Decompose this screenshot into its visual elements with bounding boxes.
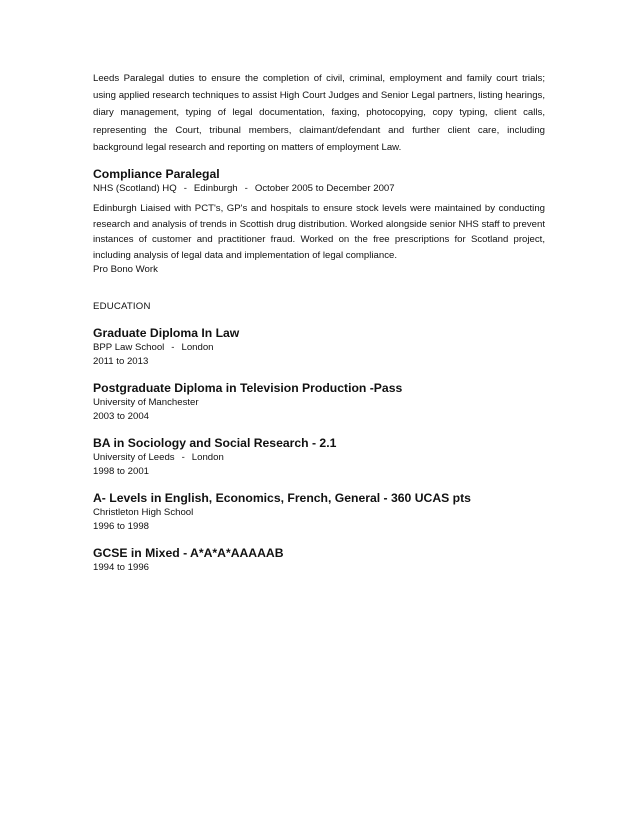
job-title: Compliance Paralegal <box>93 167 220 182</box>
education-dates: 1998 to 2001 <box>93 466 150 478</box>
resume-page <box>93 70 545 575</box>
education-institution: BPP Law School <box>93 342 165 354</box>
job-separator-1: - <box>183 183 187 195</box>
education-item <box>93 545 545 575</box>
education-separator: - <box>181 452 185 464</box>
education-dates: 2011 to 2013 <box>93 356 149 368</box>
intro-paragraph: Leeds Paralegal duties to ensure the completion of civil, criminal, employment and family court trials; using applied research techniques to assist High Court Judges and Senior Legal partners, listing hearings, diary management, typing of legal documentation, faxing, photocopying, copy typing, client calls, representing the Court, tribunal members, claimant/defendant and further client care, including background legal research and reporting on matters of employment Law. <box>93 73 545 153</box>
education-item <box>93 380 545 424</box>
education-title: Graduate Diploma In Law <box>93 326 240 341</box>
education-item <box>93 435 545 479</box>
education-location: London <box>191 452 224 464</box>
education-list <box>93 325 545 575</box>
job-description: Edinburgh Liaised with PCT's, GP's and hospitals to ensure stock levels were maintained by conducting research and analysis of trends in Scottish drug distribution. Worked alongside senior NHS staff to prevent instances of customer and practitioner fraud. Worked on the free prescriptions for Scotland project, including analysis of legal data and implementation of legal compliance. <box>93 203 545 261</box>
job-location: Edinburgh <box>193 183 238 195</box>
education-institution: University of Manchester <box>93 397 199 409</box>
education-institution-line <box>93 341 545 355</box>
education-title: BA in Sociology and Social Research - 2.1 <box>93 436 337 451</box>
job-entry <box>93 166 545 277</box>
education-institution: University of Leeds <box>93 452 175 464</box>
education-location: London <box>181 342 214 354</box>
job-employer: NHS (Scotland) HQ <box>93 183 177 195</box>
education-institution: Christleton High School <box>93 507 194 519</box>
education-dates: 1996 to 1998 <box>93 521 150 533</box>
education-dates: 1994 to 1996 <box>93 562 150 574</box>
education-item <box>93 490 545 534</box>
job-meta <box>93 182 545 196</box>
education-title: Postgraduate Diploma in Television Production -Pass <box>93 381 403 396</box>
education-title: GCSE in Mixed - A*A*A*AAAAAB <box>93 546 284 561</box>
education-title: A- Levels in English, Economics, French, General - 360 UCAS pts <box>93 491 471 506</box>
job-extra: Pro Bono Work <box>93 264 158 276</box>
education-institution-line <box>93 451 545 465</box>
job-separator-2: - <box>244 183 248 195</box>
education-separator: - <box>171 342 175 354</box>
job-dates: October 2005 to December 2007 <box>254 183 395 195</box>
education-dates: 2003 to 2004 <box>93 411 150 423</box>
education-heading: EDUCATION <box>93 301 151 313</box>
education-item <box>93 325 545 369</box>
